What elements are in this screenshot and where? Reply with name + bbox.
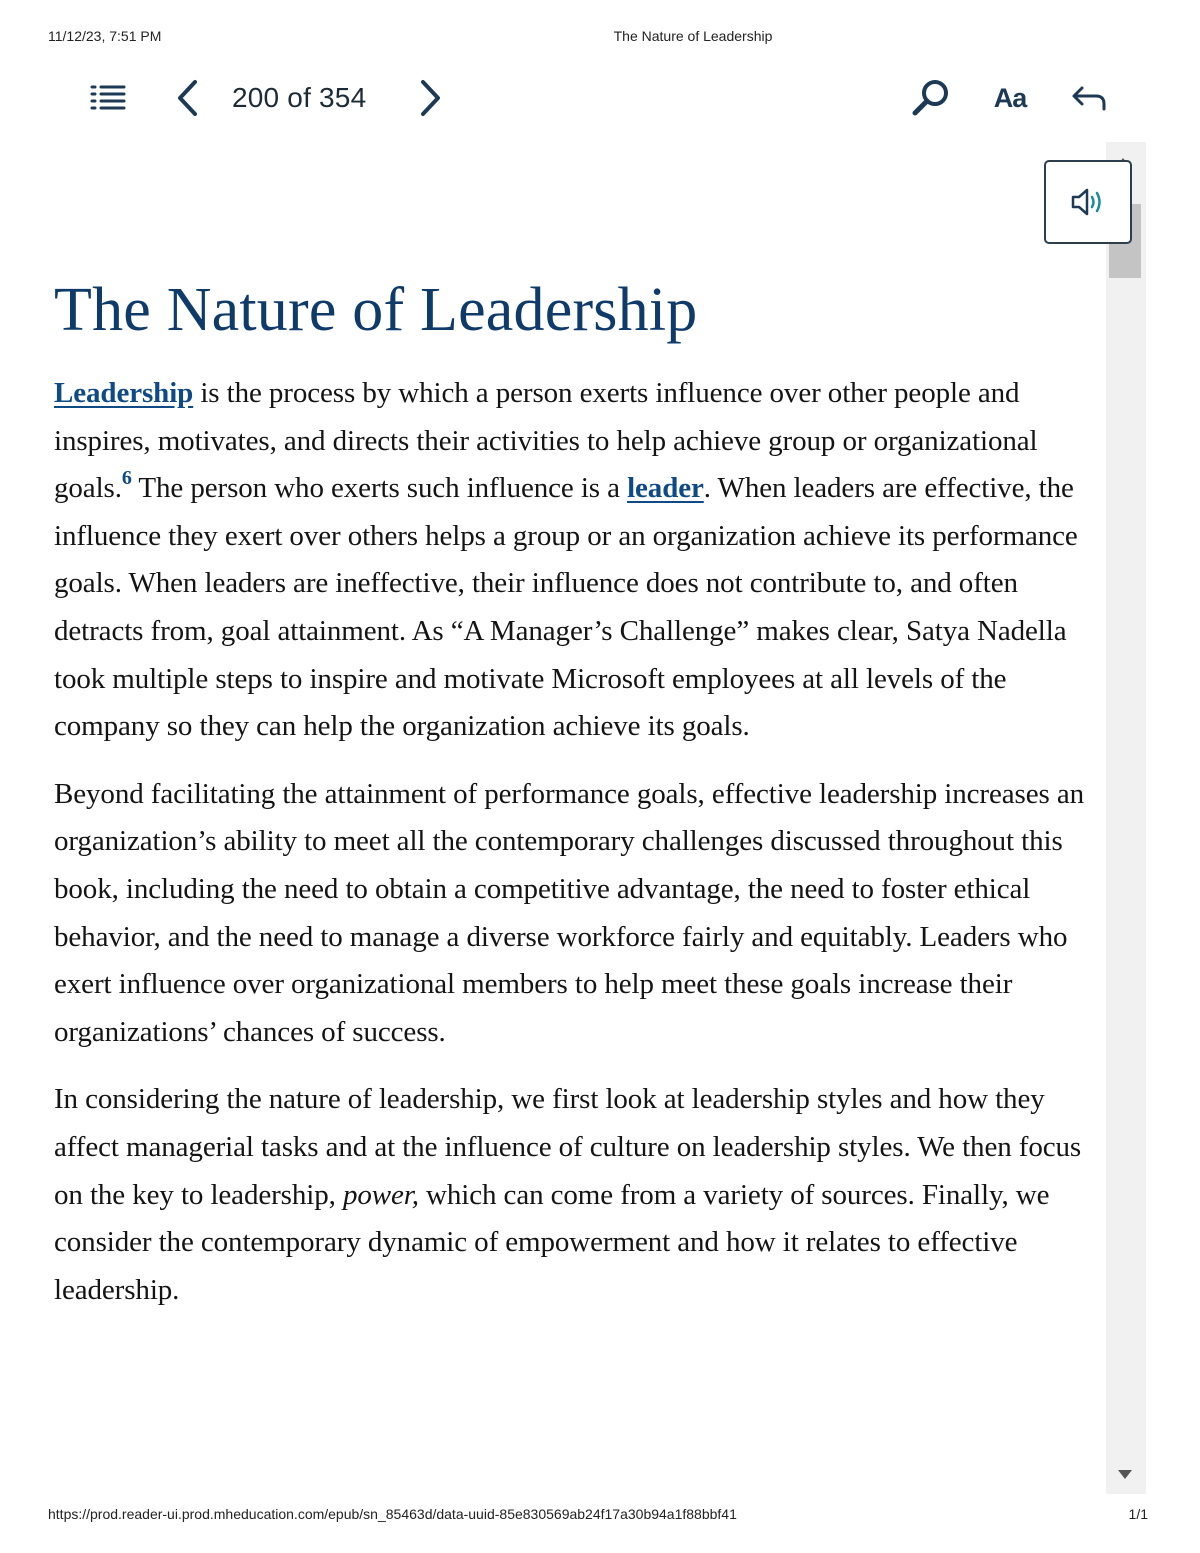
- paragraph-3-text-b: which can come from a variety of sources. Finally, we consider the contemporary dynamic of empowerment and how it relates to effective leadership.: [54, 1178, 1050, 1306]
- search-button[interactable]: [906, 76, 956, 120]
- chevron-right-icon: [417, 79, 443, 117]
- footnote-ref[interactable]: 6: [121, 467, 132, 490]
- back-arrow-icon: [1070, 83, 1108, 113]
- page-title: The Nature of Leadership: [54, 276, 698, 344]
- read-aloud-button[interactable]: [1044, 160, 1132, 244]
- print-page-number: 1/1: [1128, 1506, 1148, 1522]
- paragraph-2: Beyond facilitating the attainment of performance goals, effective leadership increases an organization’s ability to meet all the contemporary challenges discussed throughout this book, including the need to obtain a competitive advantage, the need to foster ethical behavior, and the need to manage a diverse workforce fairly and equitably. Leaders who exert influence over organizational members to help meet these goals increase their organizations’ chances of success.: [54, 777, 1085, 1048]
- font-settings-button[interactable]: Aa: [993, 82, 1027, 113]
- next-page-button[interactable]: [410, 76, 450, 120]
- paragraph-1-text-c: . When leaders are effective, the influence they exert over others helps a group or an organization achieve its performance goals. When leaders are ineffective, their influence does not contribute to, and often detracts from, goal attainment. As “A Manager’s Challenge” makes clear, Satya Nadella took multiple steps to inspire and motivate Microsoft employees at all levels of the company so they can help the organization achieve its goals.: [54, 472, 1078, 743]
- speaker-icon: [1070, 187, 1106, 217]
- paragraph-3: [54, 1076, 1106, 1314]
- print-footer: [0, 1506, 1200, 1526]
- print-title: The Nature of Leadership: [613, 28, 773, 44]
- reader-toolbar: [0, 70, 1200, 126]
- paragraph-1-text-b: The person who exerts such influence is a: [131, 472, 628, 505]
- print-datetime: 11/12/23, 7:51 PM: [48, 28, 162, 44]
- table-of-contents-button[interactable]: [86, 76, 130, 120]
- paragraph-1: [54, 370, 1106, 751]
- glossary-term-leader[interactable]: leader: [627, 472, 704, 505]
- print-url: https://prod.reader-ui.prod.mheducation.com/epub/sn_85463d/data-uuid-85e830569ab24f17a30b94a1f88bbf41: [48, 1506, 737, 1522]
- list-icon: [89, 83, 127, 113]
- reader-content: [54, 270, 1106, 1314]
- paragraph-1-text-a: is the process by which a person exerts influence over other people and inspires, motivates, and directs their activities to help achieve group or organizational goals.: [54, 377, 1038, 505]
- search-icon: [910, 78, 952, 118]
- vertical-scrollbar[interactable]: [1106, 142, 1146, 1494]
- emphasis-power: power,: [342, 1178, 419, 1211]
- print-header: [0, 28, 1200, 48]
- page-indicator: 200 of 354: [232, 82, 367, 113]
- scroll-down-arrow-icon[interactable]: [1118, 1470, 1132, 1479]
- back-button[interactable]: [1066, 76, 1112, 120]
- chevron-left-icon: [175, 79, 201, 117]
- paragraph-3-text-a: In considering the nature of leadership, we first look at leadership styles and how they affect managerial tasks and at the influence of culture on leadership styles. We then focus on the key to leadership,: [54, 1083, 1082, 1211]
- previous-page-button[interactable]: [168, 76, 208, 120]
- glossary-term-leadership[interactable]: Leadership: [54, 377, 194, 409]
